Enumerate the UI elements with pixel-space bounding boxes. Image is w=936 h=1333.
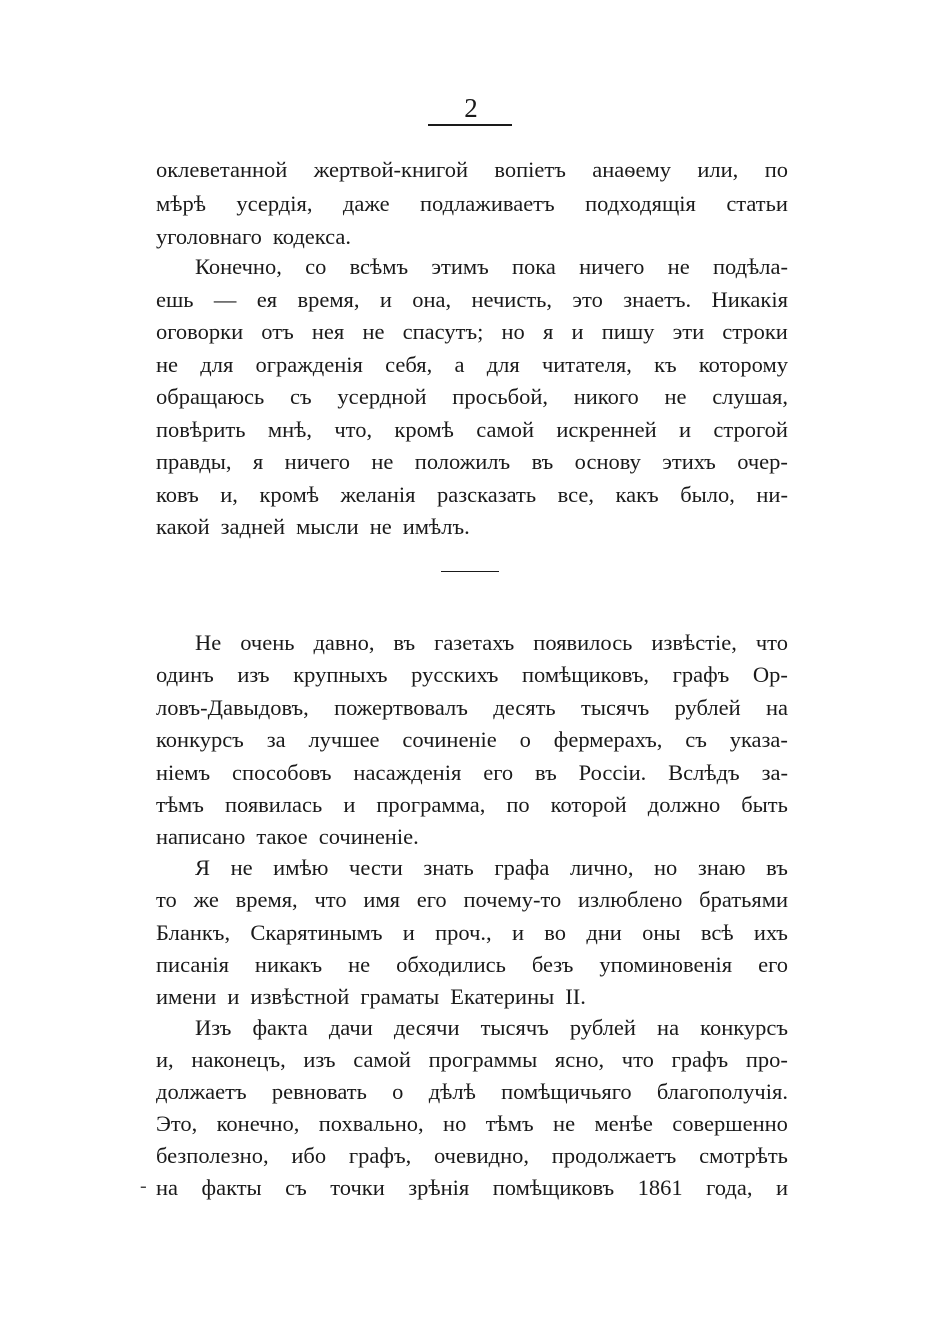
text-line: тѣмъ появилась и программа, по которой должно быть (156, 792, 788, 817)
text-line: одинъ изъ крупныхъ русскихъ помѣщиковъ, графъ Ор- (156, 662, 788, 688)
margin-mark: - (140, 1175, 147, 1197)
text-line: имени и извѣстной граматы Екатерины II. (156, 984, 586, 1010)
text-line: нiемъ способовъ насажденiя его въ Россiи. Вслѣдъ за- (156, 759, 788, 785)
text-line: Изъ факта дачи десячи тысячъ рублей на конкурсъ (195, 1015, 788, 1040)
page-number: 2 (464, 93, 478, 123)
text-line: уголовнаго кодекса. (156, 224, 351, 249)
text-line: оклеветанной жертвой-книгой вопiетъ анаѳему или, по (156, 157, 788, 182)
text-line: мѣрѣ усердiя, даже подлаживаетъ подходящiя статьи (156, 190, 788, 216)
text-line: Это, конечно, похвально, но тѣмъ не менѣе совершенно (156, 1111, 788, 1136)
text-line: Я не имѣю чести знать графа лично, но знаю въ (195, 855, 788, 880)
text-line: какой задней мысли не имѣлъ. (156, 514, 470, 539)
text-line: конкурсъ за лучшее сочиненiе о фермерахъ, съ указа- (156, 727, 788, 753)
text-line: написано такое сочиненiе. (156, 824, 419, 850)
text-line: на факты съ точки зрѣнiя помѣщиковъ 1861 года, и (156, 1175, 788, 1200)
text-line: ешь — ея время, и она, нечисть, это знаетъ. Никакiя (156, 286, 788, 312)
text-line: оговорки отъ нея не спасутъ; но я и пишу эти строки (156, 319, 788, 344)
text-line: повѣрить мнѣ, что, кромѣ самой искренней и строгой (156, 416, 788, 442)
text-line: ловъ-Давыдовъ, пожертвовалъ десять тысячъ рублей на (156, 694, 788, 720)
text-line: должаетъ ревновать о дѣлѣ помѣщичьяго благополучiя. (156, 1079, 788, 1104)
text-line: безполезно, ибо графъ, очевидно, продолжаетъ смотрѣть (156, 1143, 788, 1168)
text-line: и, наконецъ, изъ самой программы ясно, что графъ про- (156, 1047, 788, 1072)
text-line: не для огражденiя себя, а для читателя, къ которому (156, 351, 788, 377)
text-line: Конечно, со всѣмъ этимъ пока ничего не подѣла- (195, 254, 788, 279)
text-line: ковъ и, кромѣ желанiя разсказать все, какъ было, ни- (156, 481, 788, 507)
text-line: обращаюсь съ усердной просьбой, никого не слушая, (156, 384, 788, 409)
section-divider (441, 571, 499, 572)
page-number-rule (428, 124, 512, 126)
text-line: писанiя никакъ не обходились безъ упоминовенiя его (156, 951, 788, 977)
text-line: Бланкъ, Скарятинымъ и проч., и во дни оны всѣ ихъ (156, 919, 788, 945)
text-line: то же время, что имя его почему-то излюблено братьями (156, 887, 788, 913)
text-line: Не очень давно, въ газетахъ появилось извѣстiе, что (195, 630, 788, 655)
text-line: правды, я ничего не положилъ въ основу этихъ очер- (156, 449, 788, 474)
